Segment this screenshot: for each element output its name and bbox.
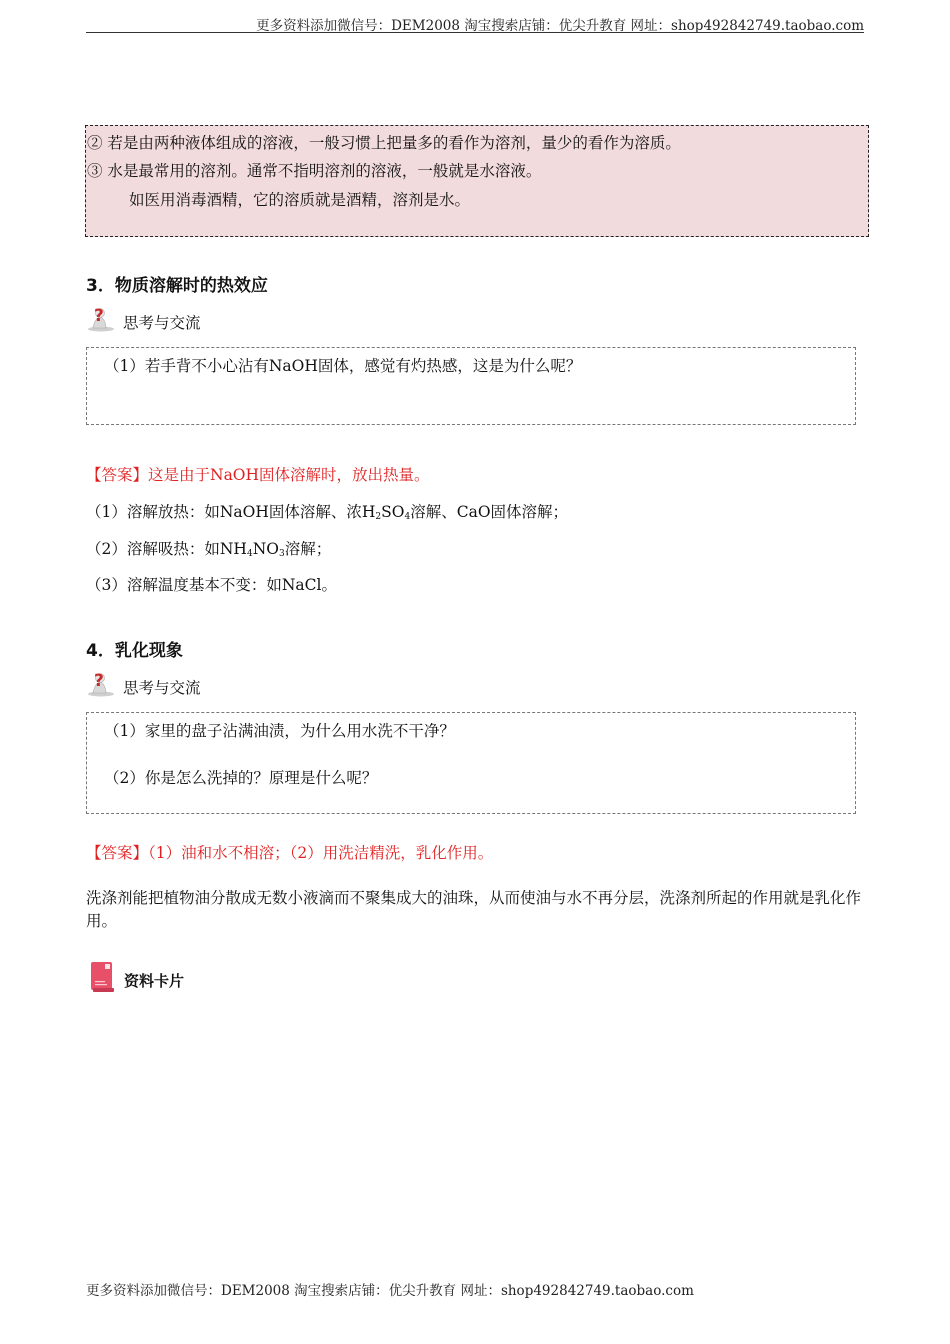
note-line-3: 如医用消毒酒精，它的溶质就是酒精，溶剂是水。 [129,191,471,209]
page-header: 更多资料添加微信号：DEM2008 淘宝搜索店铺：优尖升教育 网址：shop492842749.taobao.com [256,18,864,34]
page-footer: 更多资料添加微信号：DEM2008 淘宝搜索店铺：优尖升教育 网址：shop492842749.taobao.com [86,1283,694,1299]
note-line-1: ② 若是由两种液体组成的溶液，一般习惯上把量多的看作为溶剂，量少的看作为溶质。 [87,134,681,152]
think-exchange-label: 思考与交流 [123,314,201,332]
answer-text: 【答案】（1）油和水不相溶；（2）用洗洁精洗，乳化作用。 [86,844,494,862]
section-4-title: 4．乳化现象 [86,641,183,661]
thinking-person-icon [87,304,117,332]
question-text-1: （1）家里的盘子沾满油渍，为什么用水洗不干净？ [104,722,455,740]
header-rule [86,32,864,33]
thinking-person-icon [87,669,117,697]
section-3-title: 3．物质溶解时的热效应 [86,276,268,296]
heat-item-3: （3）溶解温度基本不变：如NaCl。 [86,576,337,594]
note-line-2: ③ 水是最常用的溶剂。通常不指明溶剂的溶液，一般就是水溶液。 [87,162,542,180]
svg-text:?: ? [94,671,104,691]
card-title: 资料卡片 [124,972,185,990]
svg-text:?: ? [94,306,104,326]
answer-text: 【答案】这是由于NaOH固体溶解时，放出热量。 [86,466,430,484]
question-text-2: （2）你是怎么洗掉的？原理是什么呢？ [104,769,378,787]
heat-item-2: （2）溶解吸热：如$NH_4NO_3$溶解； [86,540,332,559]
emulsification-paragraph: 洗涤剂能把植物油分散成无数小液滴而不聚集成大的油珠，从而使油与水不再分层，洗涤剂所起的作用就是乳化作用。 [86,889,862,930]
heat-item-1: （1）溶解放热：如NaOH固体溶解、浓$H_2SO_4$溶解、CaO固体溶解； [86,503,569,522]
think-exchange-label: 思考与交流 [123,679,201,697]
document-card-icon [89,961,116,993]
question-text: （1）若手背不小心沾有NaOH固体，感觉有灼热感，这是为什么呢？ [104,357,582,375]
